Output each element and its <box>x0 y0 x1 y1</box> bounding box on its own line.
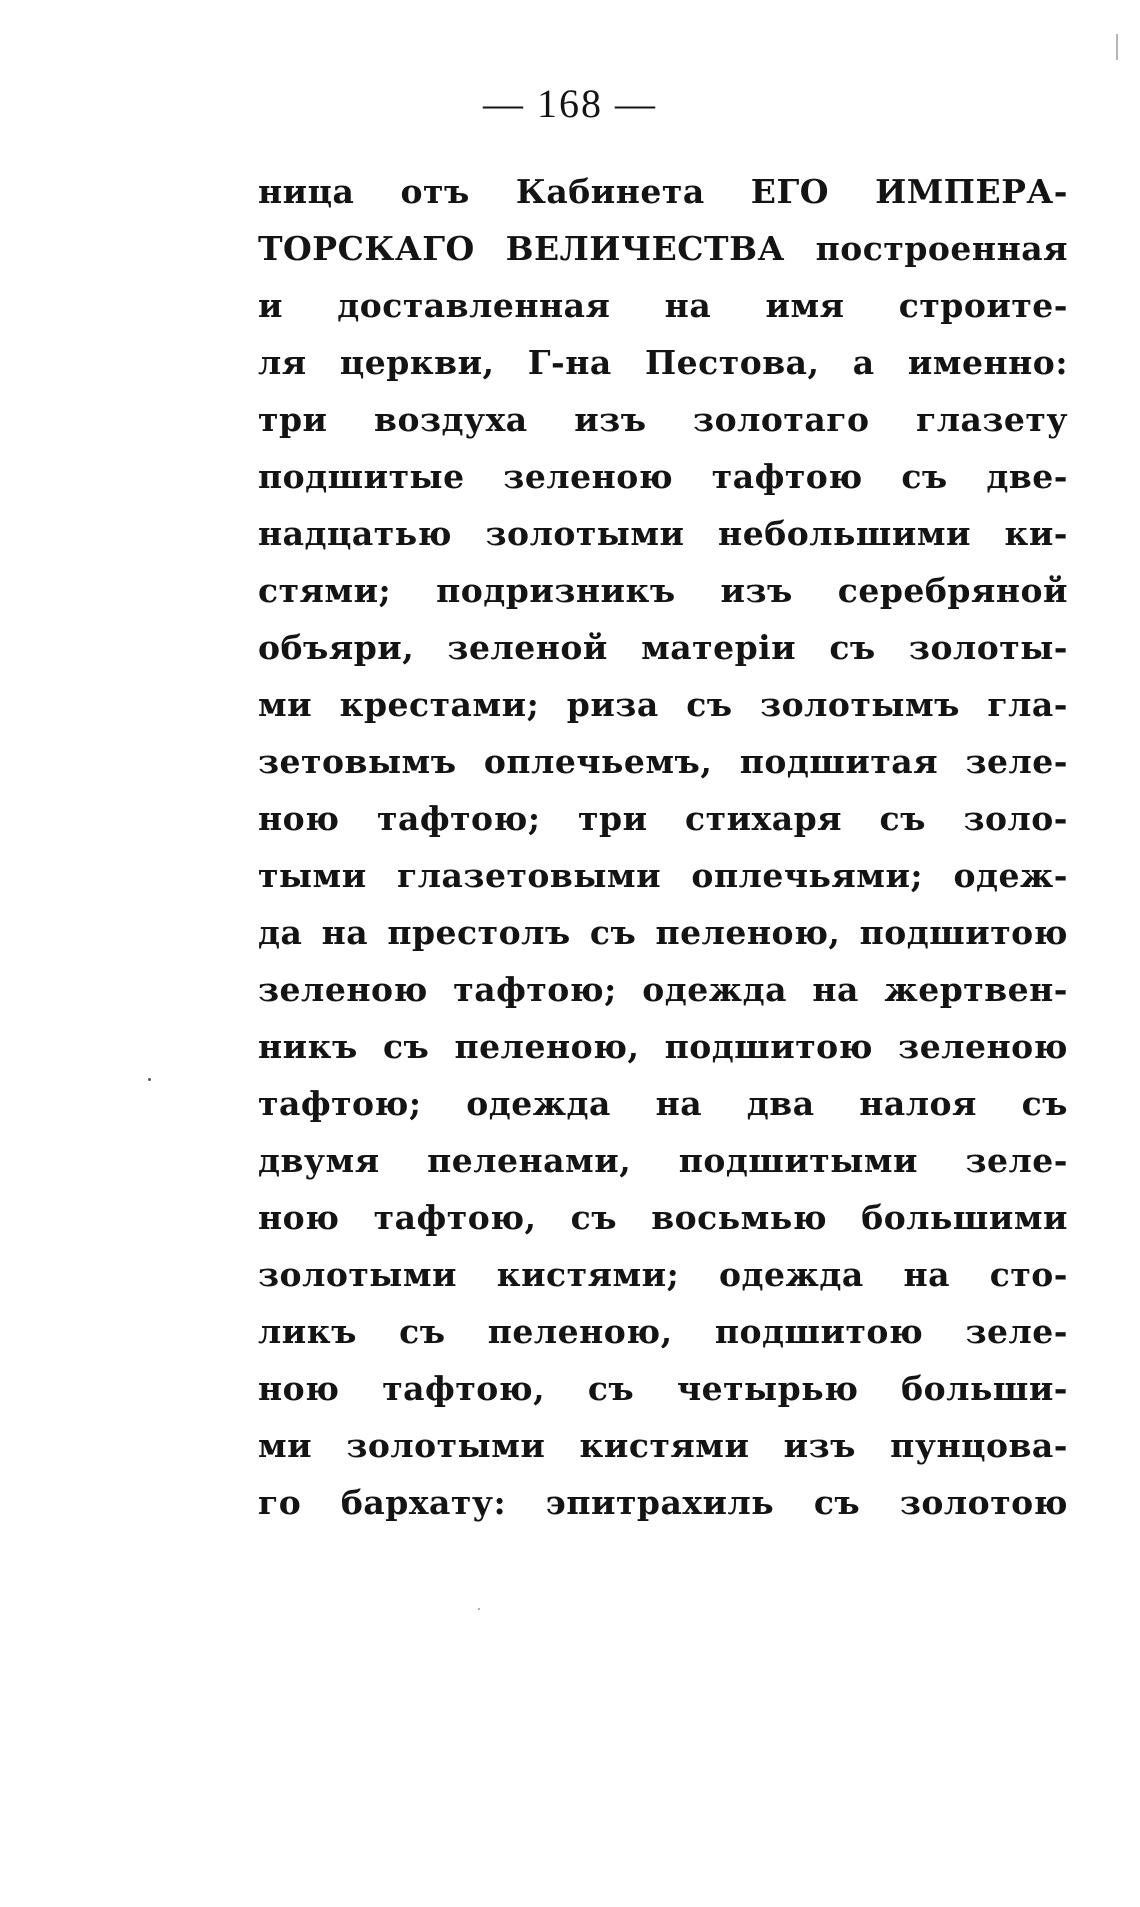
text-line: ликъ съ пеленою, подшитою зеле- <box>258 1312 1068 1351</box>
text-line: ною тафтою, съ четырью больши- <box>258 1369 1068 1408</box>
scan-speck <box>478 1608 480 1610</box>
body-text <box>258 163 1068 1531</box>
page-number: — 168 — <box>483 81 657 126</box>
text-line: и доставленная на имя строите- <box>258 286 1068 325</box>
text-line: золотыми кистями; одежда на сто- <box>258 1255 1068 1294</box>
text-line: объяри, зеленой матеріи съ золоты- <box>258 628 1068 667</box>
text-line: го бархату: эпитрахиль съ золотою <box>258 1483 1068 1522</box>
text-line: стями; подризникъ изъ серебряной <box>258 571 1068 610</box>
text-line: три воздуха изъ золотаго глазету <box>258 400 1068 439</box>
scan-edge-mark <box>1116 34 1118 60</box>
page-header <box>0 78 1140 130</box>
text-line: зетовымъ оплечьемъ, подшитая зеле- <box>258 742 1068 781</box>
text-line: ми золотыми кистями изъ пунцова- <box>258 1426 1068 1465</box>
text-line: ТОРСКАГО ВЕЛИЧЕСТВА построенная <box>258 229 1068 268</box>
text-line: тафтою; одежда на два налоя съ <box>258 1084 1068 1123</box>
text-line: надцатью золотыми небольшими ки- <box>258 514 1068 553</box>
text-line: никъ съ пеленою, подшитою зеленою <box>258 1027 1068 1066</box>
text-line: ною тафтою, съ восьмью большими <box>258 1198 1068 1237</box>
text-line: ною тафтою; три стихаря съ золо- <box>258 799 1068 838</box>
scan-speck <box>148 1078 151 1081</box>
text-line: зеленою тафтою; одежда на жертвен- <box>258 970 1068 1009</box>
text-line: двумя пеленами, подшитыми зеле- <box>258 1141 1068 1180</box>
text-line: ница отъ Кабинета ЕГО ИМПЕРА- <box>258 172 1068 211</box>
text-line: ми крестами; риза съ золотымъ гла- <box>258 685 1068 724</box>
text-line: подшитые зеленою тафтою съ две- <box>258 457 1068 496</box>
text-line: да на престолъ съ пеленою, подшитою <box>258 913 1068 952</box>
text-line: тыми глазетовыми оплечьями; одеж- <box>258 856 1068 895</box>
text-line: ля церкви, Г-на Пестова, а именно: <box>258 343 1068 382</box>
